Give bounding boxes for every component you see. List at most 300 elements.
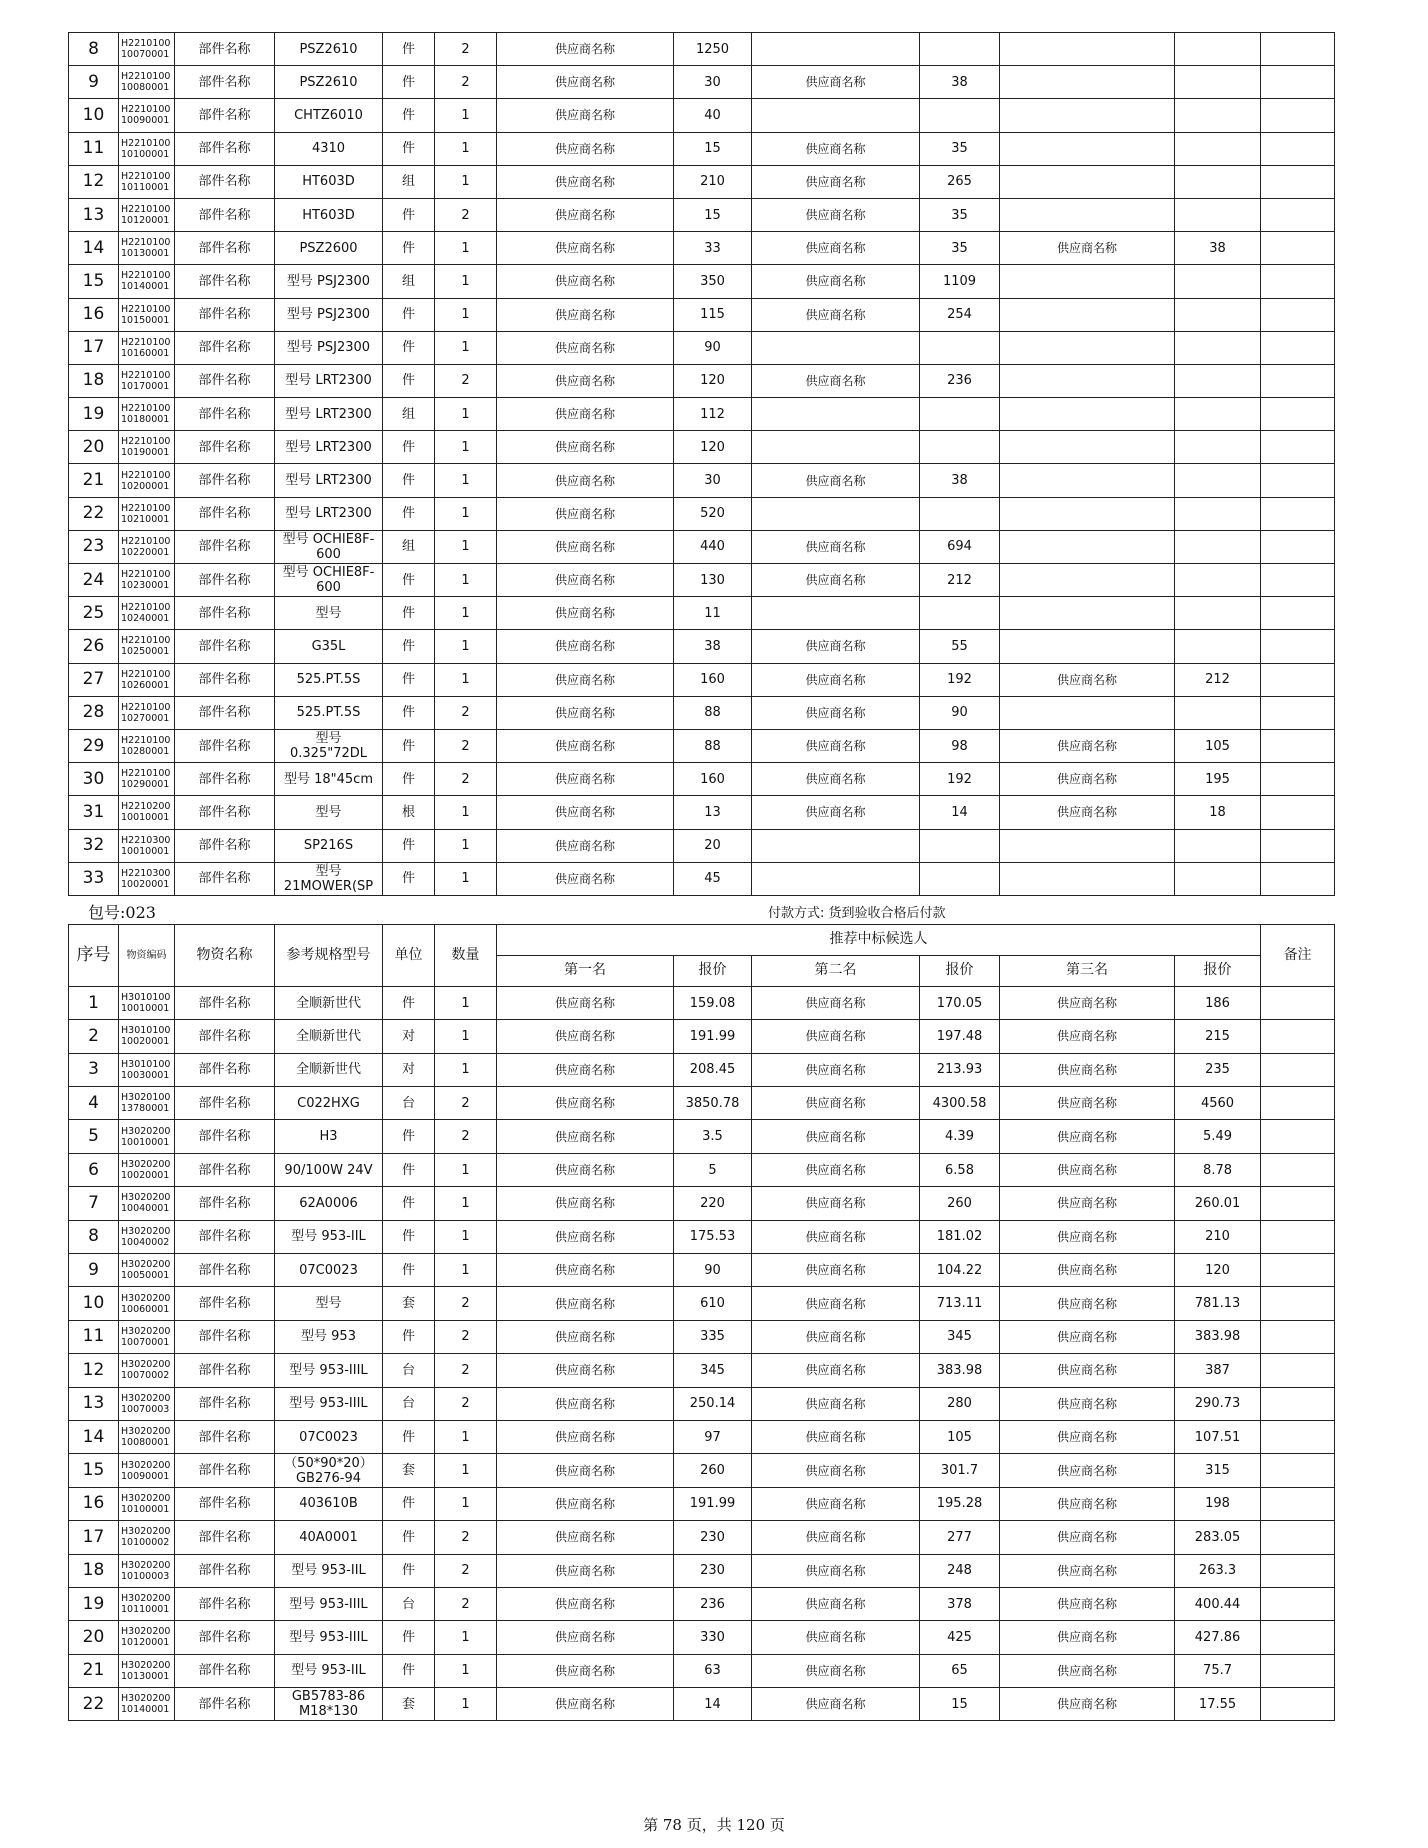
first-price: 191.99: [674, 1020, 752, 1053]
quantity: 1: [435, 1153, 497, 1186]
table-row: [69, 1454, 1335, 1487]
first-candidate: 供应商名称: [497, 1153, 674, 1186]
second-candidate: 供应商名称: [752, 232, 920, 265]
row-number: 1: [69, 986, 119, 1019]
third-candidate: 供应商名称: [1000, 763, 1175, 796]
first-price: 38: [674, 630, 752, 663]
row-number: 8: [69, 33, 119, 66]
first-price: 120: [674, 364, 752, 397]
material-code: H3020200 10100002: [119, 1521, 175, 1554]
table-row: [69, 198, 1335, 231]
row-number: 20: [69, 431, 119, 464]
header-candidates: 推荐中标候选人: [497, 924, 1261, 955]
row-number: 15: [69, 1454, 119, 1487]
third-candidate: 供应商名称: [1000, 1654, 1175, 1687]
second-price: 35: [920, 132, 1000, 165]
first-price: 88: [674, 696, 752, 729]
table-row: [69, 729, 1335, 762]
third-price: [1175, 497, 1261, 530]
quantity: 1: [435, 1254, 497, 1287]
material-code: H2210100 10120001: [119, 198, 175, 231]
third-candidate: 供应商名称: [1000, 1587, 1175, 1620]
items-table-body: [69, 33, 1335, 896]
third-price: 105: [1175, 729, 1261, 762]
third-price: [1175, 265, 1261, 298]
first-price: 88: [674, 729, 752, 762]
third-price: 38: [1175, 232, 1261, 265]
row-number: 21: [69, 1654, 119, 1687]
first-candidate: 供应商名称: [497, 1387, 674, 1420]
second-candidate: [752, 862, 920, 895]
third-candidate: 供应商名称: [1000, 1621, 1175, 1654]
material-code: H3020200 10090001: [119, 1454, 175, 1487]
third-price: 315: [1175, 1454, 1261, 1487]
unit: 件: [383, 464, 435, 497]
second-candidate: 供应商名称: [752, 1120, 920, 1153]
package-info-line: [68, 896, 1334, 924]
table-row: [69, 1020, 1335, 1053]
first-price: 260: [674, 1454, 752, 1487]
unit: 件: [383, 986, 435, 1019]
unit: 组: [383, 265, 435, 298]
second-candidate: 供应商名称: [752, 132, 920, 165]
third-price: [1175, 862, 1261, 895]
unit: 件: [383, 763, 435, 796]
remark: [1261, 1020, 1335, 1053]
spec-model: SP216S: [275, 829, 383, 862]
third-price: 215: [1175, 1020, 1261, 1053]
unit: 组: [383, 530, 435, 563]
spec-model: 07C0023: [275, 1254, 383, 1287]
table-row: [69, 132, 1335, 165]
first-price: 440: [674, 530, 752, 563]
third-candidate: 供应商名称: [1000, 1254, 1175, 1287]
table-row: [69, 1220, 1335, 1253]
remark: [1261, 1153, 1335, 1186]
quantity: 2: [435, 1521, 497, 1554]
third-candidate: [1000, 630, 1175, 663]
second-price: 181.02: [920, 1220, 1000, 1253]
remark: [1261, 1120, 1335, 1153]
remark: [1261, 66, 1335, 99]
unit: 套: [383, 1688, 435, 1721]
remark: [1261, 1621, 1335, 1654]
third-candidate: 供应商名称: [1000, 796, 1175, 829]
second-price: [920, 497, 1000, 530]
unit: 件: [383, 132, 435, 165]
row-number: 9: [69, 1254, 119, 1287]
third-candidate: 供应商名称: [1000, 1287, 1175, 1320]
package-table-body: [69, 986, 1335, 1721]
first-candidate: 供应商名称: [497, 1420, 674, 1453]
second-price: 105: [920, 1420, 1000, 1453]
second-candidate: 供应商名称: [752, 1053, 920, 1086]
table-row: [69, 1287, 1335, 1320]
first-price: 30: [674, 464, 752, 497]
header-remark: 备注: [1261, 924, 1335, 986]
second-price: 6.58: [920, 1153, 1000, 1186]
first-price: 160: [674, 763, 752, 796]
spec-model: 型号 LRT2300: [275, 431, 383, 464]
spec-model: G35L: [275, 630, 383, 663]
table-row: [69, 464, 1335, 497]
second-price: 192: [920, 663, 1000, 696]
row-number: 27: [69, 663, 119, 696]
second-candidate: 供应商名称: [752, 986, 920, 1019]
material-name: 部件名称: [175, 564, 275, 597]
row-number: 18: [69, 364, 119, 397]
row-number: 22: [69, 1688, 119, 1721]
spec-model: HT603D: [275, 165, 383, 198]
material-code: H2210100 10170001: [119, 364, 175, 397]
row-number: 31: [69, 796, 119, 829]
row-number: 33: [69, 862, 119, 895]
first-price: 236: [674, 1587, 752, 1620]
row-number: 19: [69, 398, 119, 431]
second-candidate: 供应商名称: [752, 66, 920, 99]
third-candidate: 供应商名称: [1000, 729, 1175, 762]
row-number: 10: [69, 99, 119, 132]
material-name: 部件名称: [175, 1020, 275, 1053]
material-name: 部件名称: [175, 331, 275, 364]
spec-model: 全顺新世代: [275, 1020, 383, 1053]
row-number: 11: [69, 1320, 119, 1353]
first-candidate: 供应商名称: [497, 1621, 674, 1654]
first-candidate: 供应商名称: [497, 431, 674, 464]
first-price: 350: [674, 265, 752, 298]
third-candidate: 供应商名称: [1000, 1153, 1175, 1186]
third-price: [1175, 132, 1261, 165]
row-number: 3: [69, 1053, 119, 1086]
quantity: 1: [435, 663, 497, 696]
third-price: [1175, 431, 1261, 464]
material-code: H2210100 10210001: [119, 497, 175, 530]
table-row: [69, 862, 1335, 895]
remark: [1261, 398, 1335, 431]
quantity: 1: [435, 331, 497, 364]
material-code: H3020200 10110001: [119, 1587, 175, 1620]
second-candidate: 供应商名称: [752, 1654, 920, 1687]
third-candidate: [1000, 597, 1175, 630]
unit: 台: [383, 1087, 435, 1120]
row-number: 29: [69, 729, 119, 762]
third-candidate: 供应商名称: [1000, 1420, 1175, 1453]
third-candidate: [1000, 364, 1175, 397]
quantity: 1: [435, 796, 497, 829]
spec-model: 07C0023: [275, 1420, 383, 1453]
first-price: 15: [674, 132, 752, 165]
material-code: H3010100 10030001: [119, 1053, 175, 1086]
second-price: [920, 99, 1000, 132]
row-number: 19: [69, 1587, 119, 1620]
remark: [1261, 364, 1335, 397]
row-number: 8: [69, 1220, 119, 1253]
quantity: 1: [435, 530, 497, 563]
remark: [1261, 1220, 1335, 1253]
unit: 件: [383, 364, 435, 397]
third-candidate: 供应商名称: [1000, 1220, 1175, 1253]
spec-model: 型号 953-IIIL: [275, 1621, 383, 1654]
material-code: H2210100 10070001: [119, 33, 175, 66]
second-price: 104.22: [920, 1254, 1000, 1287]
second-candidate: [752, 99, 920, 132]
remark: [1261, 265, 1335, 298]
unit: 件: [383, 1487, 435, 1520]
material-code: H2210100 10140001: [119, 265, 175, 298]
material-name: 部件名称: [175, 1587, 275, 1620]
unit: 件: [383, 198, 435, 231]
header-qty: 数量: [435, 924, 497, 986]
remark: [1261, 165, 1335, 198]
first-candidate: 供应商名称: [497, 331, 674, 364]
second-candidate: 供应商名称: [752, 763, 920, 796]
material-code: H3010100 10010001: [119, 986, 175, 1019]
third-candidate: [1000, 530, 1175, 563]
third-price: [1175, 530, 1261, 563]
second-price: [920, 398, 1000, 431]
first-price: 230: [674, 1554, 752, 1587]
material-code: H3020200 10100001: [119, 1487, 175, 1520]
row-number: 32: [69, 829, 119, 862]
first-candidate: 供应商名称: [497, 1487, 674, 1520]
first-price: 112: [674, 398, 752, 431]
second-price: 197.48: [920, 1020, 1000, 1053]
table-row: [69, 1688, 1335, 1721]
table-row: [69, 497, 1335, 530]
second-candidate: 供应商名称: [752, 198, 920, 231]
third-candidate: [1000, 564, 1175, 597]
first-price: 40: [674, 99, 752, 132]
remark: [1261, 497, 1335, 530]
table-row: [69, 1554, 1335, 1587]
material-code: H2210100 10090001: [119, 99, 175, 132]
second-price: 170.05: [920, 986, 1000, 1019]
remark: [1261, 729, 1335, 762]
third-candidate: 供应商名称: [1000, 1053, 1175, 1086]
table-row: [69, 1654, 1335, 1687]
third-candidate: [1000, 398, 1175, 431]
second-candidate: 供应商名称: [752, 1287, 920, 1320]
header-third: 第三名: [1000, 955, 1175, 986]
quantity: 2: [435, 1554, 497, 1587]
row-number: 22: [69, 497, 119, 530]
material-name: 部件名称: [175, 165, 275, 198]
table-row: [69, 265, 1335, 298]
first-candidate: 供应商名称: [497, 132, 674, 165]
second-candidate: 供应商名称: [752, 630, 920, 663]
quantity: 1: [435, 829, 497, 862]
material-name: 部件名称: [175, 99, 275, 132]
second-price: 15: [920, 1688, 1000, 1721]
spec-model: 型号: [275, 796, 383, 829]
remark: [1261, 464, 1335, 497]
row-number: 10: [69, 1287, 119, 1320]
second-candidate: [752, 331, 920, 364]
material-name: 部件名称: [175, 1554, 275, 1587]
third-price: 427.86: [1175, 1621, 1261, 1654]
third-price: 235: [1175, 1053, 1261, 1086]
spec-model: H3: [275, 1120, 383, 1153]
second-price: 38: [920, 464, 1000, 497]
unit: 件: [383, 564, 435, 597]
first-price: 191.99: [674, 1487, 752, 1520]
second-candidate: 供应商名称: [752, 1320, 920, 1353]
quantity: 1: [435, 1220, 497, 1253]
second-price: 195.28: [920, 1487, 1000, 1520]
table-row: [69, 331, 1335, 364]
first-candidate: 供应商名称: [497, 66, 674, 99]
payment-terms: 付款方式: 货到验收合格后付款: [768, 905, 946, 921]
material-code: H3020200 10070003: [119, 1387, 175, 1420]
table-row: [69, 232, 1335, 265]
remark: [1261, 132, 1335, 165]
first-candidate: 供应商名称: [497, 829, 674, 862]
spec-model: 型号 18"45cm: [275, 763, 383, 796]
second-candidate: 供应商名称: [752, 364, 920, 397]
remark: [1261, 1688, 1335, 1721]
material-code: H2210300 10010001: [119, 829, 175, 862]
spec-model: 型号 PSJ2300: [275, 331, 383, 364]
third-price: 290.73: [1175, 1387, 1261, 1420]
spec-model: 型号 LRT2300: [275, 464, 383, 497]
material-name: 部件名称: [175, 1354, 275, 1387]
table-row: [69, 1521, 1335, 1554]
spec-model: C022HXG: [275, 1087, 383, 1120]
unit: 对: [383, 1020, 435, 1053]
material-code: H3010100 10020001: [119, 1020, 175, 1053]
quantity: 1: [435, 597, 497, 630]
first-candidate: 供应商名称: [497, 1688, 674, 1721]
unit: 台: [383, 1587, 435, 1620]
third-candidate: [1000, 862, 1175, 895]
header-unit: 单位: [383, 924, 435, 986]
material-code: H2210100 10200001: [119, 464, 175, 497]
remark: [1261, 431, 1335, 464]
table-row: [69, 165, 1335, 198]
row-number: 12: [69, 165, 119, 198]
third-candidate: [1000, 696, 1175, 729]
quantity: 1: [435, 630, 497, 663]
row-number: 23: [69, 530, 119, 563]
spec-model: PSZ2600: [275, 232, 383, 265]
unit: 根: [383, 796, 435, 829]
material-code: H2210100 10180001: [119, 398, 175, 431]
first-price: 20: [674, 829, 752, 862]
quantity: 1: [435, 99, 497, 132]
spec-model: 型号: [275, 1287, 383, 1320]
table-header: [69, 924, 1335, 986]
row-number: 24: [69, 564, 119, 597]
material-code: H2210100 10190001: [119, 431, 175, 464]
unit: 件: [383, 232, 435, 265]
second-price: 378: [920, 1587, 1000, 1620]
second-price: 260: [920, 1187, 1000, 1220]
spec-model: 型号: [275, 597, 383, 630]
table-row: [69, 1587, 1335, 1620]
second-candidate: 供应商名称: [752, 564, 920, 597]
third-candidate: [1000, 165, 1175, 198]
material-name: 部件名称: [175, 497, 275, 530]
table-row: [69, 1053, 1335, 1086]
second-candidate: 供应商名称: [752, 1554, 920, 1587]
second-price: 38: [920, 66, 1000, 99]
material-code: H2210100 10250001: [119, 630, 175, 663]
quantity: 1: [435, 1020, 497, 1053]
unit: 件: [383, 331, 435, 364]
third-price: 212: [1175, 663, 1261, 696]
unit: 件: [383, 696, 435, 729]
remark: [1261, 1587, 1335, 1620]
second-candidate: 供应商名称: [752, 796, 920, 829]
spec-model: 62A0006: [275, 1187, 383, 1220]
spec-model: 型号 PSJ2300: [275, 265, 383, 298]
third-price: 210: [1175, 1220, 1261, 1253]
spec-model: 403610B: [275, 1487, 383, 1520]
first-candidate: 供应商名称: [497, 1354, 674, 1387]
third-price: 107.51: [1175, 1420, 1261, 1453]
unit: 件: [383, 1120, 435, 1153]
first-price: 3.5: [674, 1120, 752, 1153]
second-price: 65: [920, 1654, 1000, 1687]
third-price: [1175, 398, 1261, 431]
material-name: 部件名称: [175, 1454, 275, 1487]
first-candidate: 供应商名称: [497, 663, 674, 696]
material-name: 部件名称: [175, 1087, 275, 1120]
material-name: 部件名称: [175, 232, 275, 265]
third-price: 781.13: [1175, 1287, 1261, 1320]
first-candidate: 供应商名称: [497, 1087, 674, 1120]
third-candidate: 供应商名称: [1000, 1688, 1175, 1721]
material-name: 部件名称: [175, 298, 275, 331]
quantity: 1: [435, 298, 497, 331]
first-price: 5: [674, 1153, 752, 1186]
second-price: [920, 829, 1000, 862]
second-candidate: 供应商名称: [752, 1454, 920, 1487]
second-candidate: 供应商名称: [752, 1187, 920, 1220]
spec-model: 型号 21MOWER(SP: [275, 862, 383, 895]
second-price: [920, 597, 1000, 630]
third-price: [1175, 597, 1261, 630]
first-candidate: 供应商名称: [497, 1554, 674, 1587]
second-price: 212: [920, 564, 1000, 597]
quantity: 2: [435, 1387, 497, 1420]
material-code: H2210100 10100001: [119, 132, 175, 165]
row-number: 26: [69, 630, 119, 663]
material-name: 部件名称: [175, 763, 275, 796]
quantity: 1: [435, 1621, 497, 1654]
material-name: 部件名称: [175, 829, 275, 862]
second-candidate: 供应商名称: [752, 1420, 920, 1453]
material-code: H2210100 10230001: [119, 564, 175, 597]
table-row: [69, 33, 1335, 66]
material-code: H2210100 10280001: [119, 729, 175, 762]
remark: [1261, 331, 1335, 364]
remark: [1261, 198, 1335, 231]
unit: 件: [383, 1254, 435, 1287]
quantity: 1: [435, 1454, 497, 1487]
unit: 件: [383, 597, 435, 630]
quantity: 1: [435, 1187, 497, 1220]
second-candidate: 供应商名称: [752, 663, 920, 696]
row-number: 21: [69, 464, 119, 497]
first-candidate: 供应商名称: [497, 986, 674, 1019]
third-price: [1175, 696, 1261, 729]
material-code: H2210100 10130001: [119, 232, 175, 265]
material-code: H3020200 10070002: [119, 1354, 175, 1387]
header-name: 物资名称: [175, 924, 275, 986]
first-price: 11: [674, 597, 752, 630]
row-number: 11: [69, 132, 119, 165]
